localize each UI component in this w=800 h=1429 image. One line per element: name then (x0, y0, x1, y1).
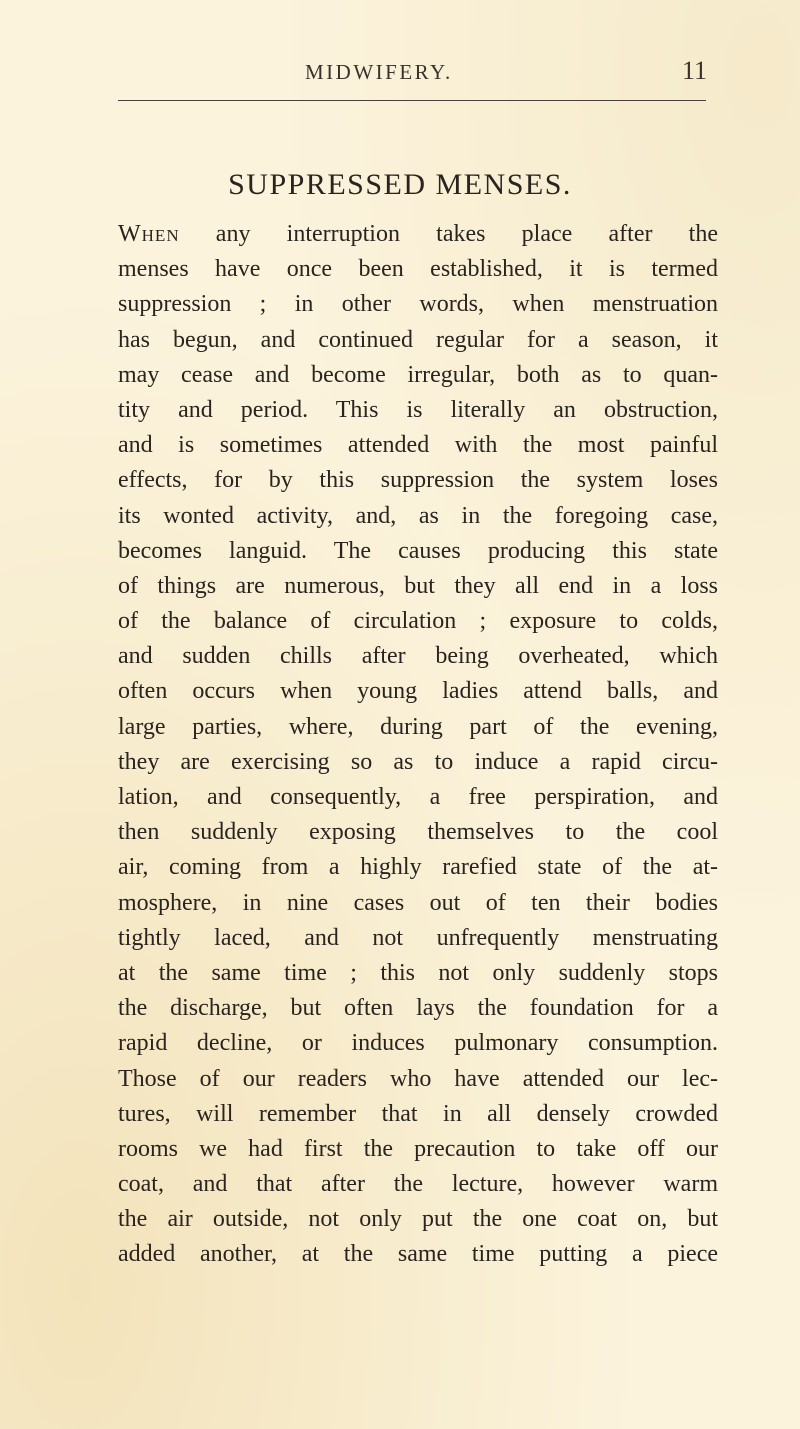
text-line: and is sometimes attended with the most painful (118, 432, 718, 459)
text-line: of the balance of circulation ; exposure to colds, (118, 608, 718, 635)
text-line: tity and period. This is literally an obstruction, (118, 396, 718, 423)
text-line: effects, for by this suppression the system loses (118, 467, 718, 494)
text-line: tures, will remember that in all densely crowded (118, 1100, 718, 1127)
lead-word: When (118, 221, 180, 247)
text-line: often occurs when young ladies attend balls, and (118, 678, 718, 705)
text-line: at the same time ; this not only suddenly stops (118, 959, 718, 986)
body-text (118, 217, 718, 1317)
first-line-text: any interruption takes place after the (215, 221, 718, 247)
text-line: rooms we had first the precaution to take off our (118, 1135, 718, 1162)
text-line: the air outside, not only put the one coat on, but (118, 1206, 718, 1233)
text-line: large parties, where, during part of the evening, (118, 713, 718, 740)
text-line: becomes languid. The causes producing this state (118, 537, 718, 564)
text-line: rapid decline, or induces pulmonary consumption. (118, 1030, 718, 1057)
running-head (0, 56, 800, 96)
running-title: MIDWIFERY. (305, 60, 453, 84)
text-line: menses have once been established, it is termed (118, 256, 718, 283)
text-line: mosphere, in nine cases out of ten their bodies (118, 889, 718, 916)
text-line: has begun, and continued regular for a season, it (118, 326, 718, 353)
section-heading: SUPPRESSED MENSES. (228, 168, 572, 201)
page-number: 11 (682, 56, 708, 85)
text-line: its wonted activity, and, as in the foregoing case, (118, 502, 718, 529)
text-line: coat, and that after the lecture, however warm (118, 1171, 718, 1198)
header-rule (118, 100, 706, 101)
text-line: the discharge, but often lays the foundation for a (118, 995, 718, 1022)
text-line: air, coming from a highly rarefied state of the at- (118, 854, 718, 881)
text-line: then suddenly exposing themselves to the cool (118, 819, 718, 846)
text-line: may cease and become irregular, both as to quan- (118, 361, 718, 388)
text-line: they are exercising so as to induce a rapid circu- (118, 748, 718, 775)
text-line: added another, at the same time putting a piece (118, 1241, 718, 1268)
text-line (118, 217, 718, 252)
text-line: suppression ; in other words, when menstruation (118, 291, 718, 318)
text-line: of things are numerous, but they all end in a loss (118, 572, 718, 599)
text-line: tightly laced, and not unfrequently menstruating (118, 924, 718, 951)
text-line: and sudden chills after being overheated, which (118, 643, 718, 670)
text-line: lation, and consequently, a free perspiration, and (118, 784, 718, 810)
text-line: Those of our readers who have attended our lec- (118, 1065, 718, 1092)
